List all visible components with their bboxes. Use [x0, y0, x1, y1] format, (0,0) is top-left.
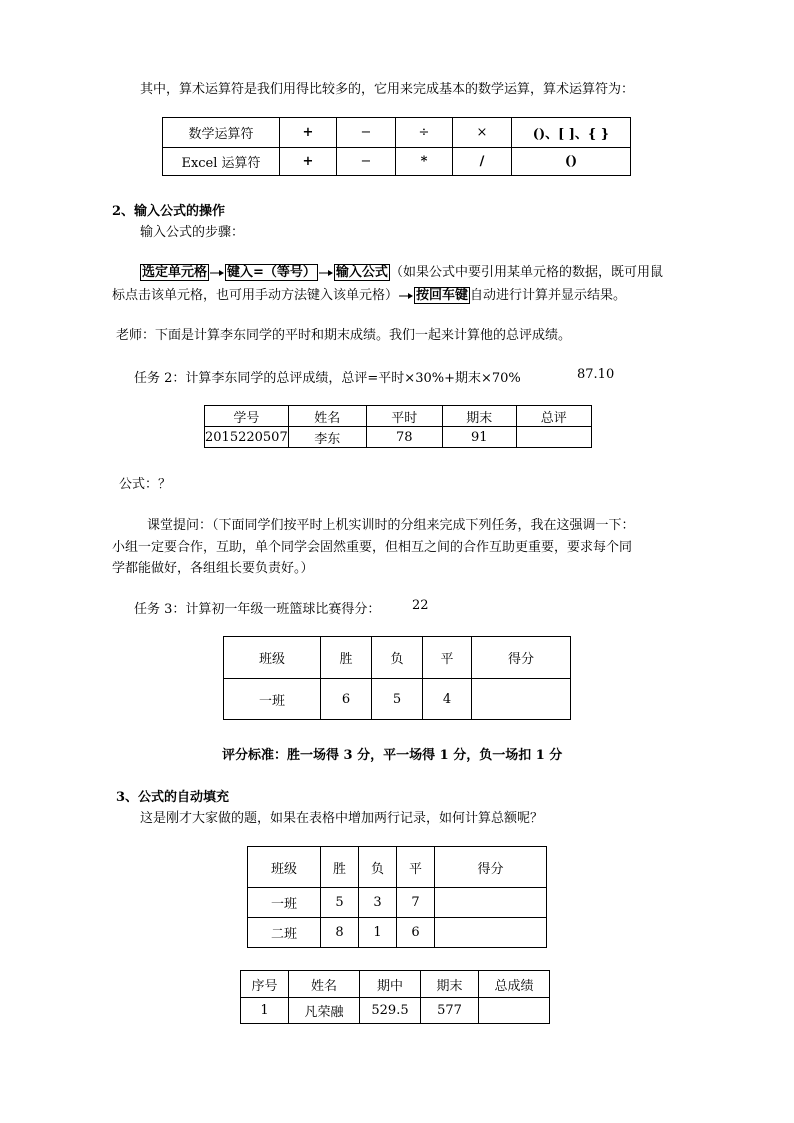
- table-header: 班级: [224, 637, 321, 679]
- table-header: 平: [423, 637, 472, 679]
- table-cell: 数学运算符: [163, 118, 280, 148]
- arrow-right-icon: [399, 292, 413, 300]
- table-cell: ÷: [396, 118, 453, 148]
- formula-steps-line2: [112, 284, 626, 303]
- step-select-cell: 选定单元格: [142, 265, 208, 280]
- table-header: 姓名: [288, 406, 366, 427]
- autofill-table-1: [247, 846, 547, 948]
- table-cell: 529.5: [360, 998, 421, 1024]
- table-header: 负: [359, 847, 397, 888]
- task3-table: [223, 636, 571, 720]
- arrow-right-icon: [319, 269, 333, 277]
- table-header: 得分: [435, 847, 547, 888]
- table-header: 得分: [472, 637, 571, 679]
- table-header: 姓名: [289, 971, 360, 998]
- step-enter-formula: 输入公式: [335, 265, 388, 280]
- table-cell: 二班: [248, 918, 321, 948]
- table-cell: 1: [359, 918, 397, 948]
- table-cell: 78: [366, 427, 442, 448]
- table-cell: 凡荣融: [289, 998, 360, 1024]
- intro-text: 其中，算术运算符是我们用得比较多的，它用来完成基本的数学运算，算术运算符为：: [140, 82, 635, 97]
- formula-steps-line1: [140, 261, 663, 280]
- step-type-equal: 键入=（等号）: [227, 265, 316, 280]
- table-cell[interactable]: [472, 679, 571, 720]
- table-cell: 6: [321, 679, 372, 720]
- table-cell: ×: [453, 118, 512, 148]
- section3-heading: 3、公式的自动填充: [116, 790, 230, 805]
- table-header: 期末: [442, 406, 516, 427]
- table-cell: −: [337, 148, 396, 176]
- task2-table: [204, 405, 592, 448]
- scoring-rule: 评分标准：胜一场得 3 分，平一场得 1 分，负一场扣 1 分: [222, 748, 563, 763]
- section3-text: 这是刚才大家做的题，如果在表格中增加两行记录，如何计算总额呢？: [140, 811, 544, 826]
- table-header: 总评: [516, 406, 591, 427]
- formula-text: 公式：？: [119, 477, 172, 492]
- table-header: 总成绩: [479, 971, 550, 998]
- step-press-enter: 按回车键: [416, 288, 469, 303]
- table-header: 班级: [248, 847, 321, 888]
- table-cell: ()、[ ]、{ }: [512, 118, 631, 148]
- task2-text: 任务 2：计算李东同学的总评成绩，总评=平时×30%+期末×70%: [134, 371, 521, 386]
- class-question-line3: 学都能做好，各组组长要负责好。）: [112, 561, 314, 576]
- table-header: 平: [397, 847, 435, 888]
- section2-heading: 2、输入公式的操作: [112, 204, 226, 219]
- class-question-line2: 小组一定要合作，互助，单个同学会固然重要，但相互之间的合作互助更重要，要求每个同: [112, 540, 633, 555]
- table-cell: 3: [359, 888, 397, 918]
- task2-answer: 87.10: [577, 367, 615, 382]
- table-cell: +: [280, 118, 337, 148]
- table-cell: 8: [321, 918, 359, 948]
- autofill-table-2: [240, 970, 550, 1024]
- table-header: 序号: [241, 971, 289, 998]
- table-header: 平时: [366, 406, 442, 427]
- table-cell: (): [512, 148, 631, 176]
- teacher-text: 老师：下面是计算李东同学的平时和期末成绩。我们一起来计算他的总评成绩。: [116, 328, 572, 343]
- task3-text: 任务 3：计算初一年级一班篮球比赛得分：: [134, 602, 381, 617]
- table-cell: 5: [372, 679, 423, 720]
- table-cell: /: [453, 148, 512, 176]
- table-cell[interactable]: [435, 918, 547, 948]
- table-header: 胜: [321, 637, 372, 679]
- table-cell: +: [280, 148, 337, 176]
- table-header: 胜: [321, 847, 359, 888]
- table-cell: 6: [397, 918, 435, 948]
- table-cell[interactable]: [479, 998, 550, 1024]
- table-cell: 5: [321, 888, 359, 918]
- table-cell: 577: [421, 998, 479, 1024]
- table-cell: 一班: [248, 888, 321, 918]
- step-result: 自动进行计算并显示结果。: [470, 288, 627, 303]
- table-cell: 2015220507: [205, 427, 289, 448]
- table-cell: *: [396, 148, 453, 176]
- step-note: （如果公式中要引用某单元格的数据，既可用鼠: [389, 265, 663, 280]
- task3-answer: 22: [412, 598, 429, 613]
- table-cell: Excel 运算符: [163, 148, 280, 176]
- table-cell: 91: [442, 427, 516, 448]
- table-header: 期末: [421, 971, 479, 998]
- step-note-cont: 标点击该单元格，也可用手动方法键入该单元格）: [112, 288, 399, 303]
- table-cell[interactable]: [435, 888, 547, 918]
- table-header: 学号: [205, 406, 289, 427]
- steps-title: 输入公式的步骤：: [140, 225, 245, 240]
- operator-table: [162, 117, 631, 176]
- table-cell: 4: [423, 679, 472, 720]
- table-header: 负: [372, 637, 423, 679]
- table-cell[interactable]: [516, 427, 591, 448]
- table-cell: −: [337, 118, 396, 148]
- table-cell: 李东: [288, 427, 366, 448]
- table-cell: 一班: [224, 679, 321, 720]
- arrow-right-icon: [210, 269, 224, 277]
- table-cell: 1: [241, 998, 289, 1024]
- table-cell: 7: [397, 888, 435, 918]
- table-header: 期中: [360, 971, 421, 998]
- class-question-line1: 课堂提问：（下面同学们按平时上机实训时的分组来完成下列任务，我在这强调一下：: [147, 518, 635, 533]
